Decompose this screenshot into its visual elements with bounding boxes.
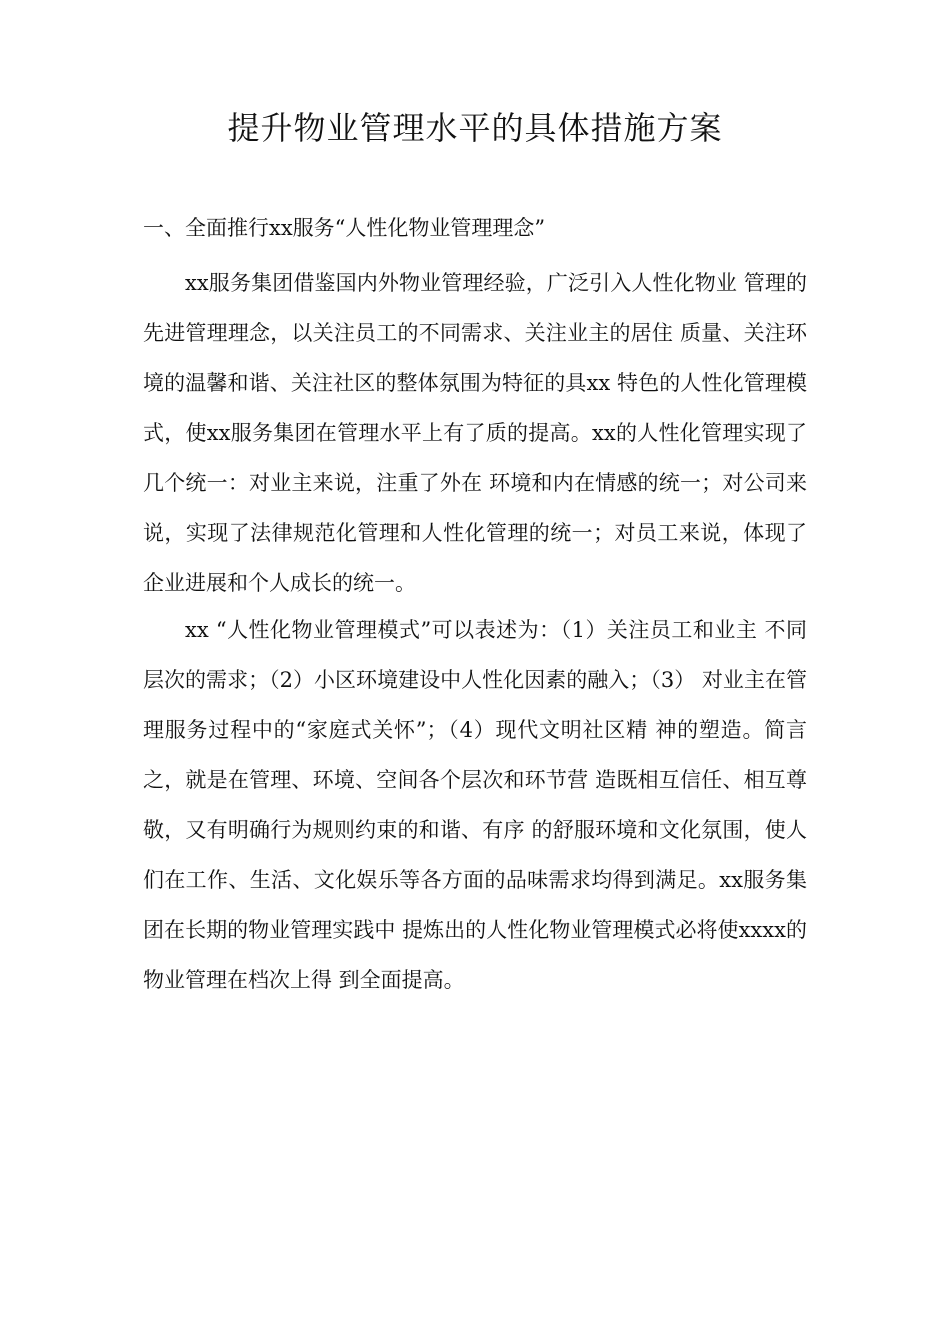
body-paragraph-2: xx “人性化物业管理模式”可以表述为：（1）关注员工和业主 不同层次的需求；（2）小区环境建设中人性化因素的融入；（3） 对业主在管理服务过程中的“家庭式关怀”；（4）现代文明社区精 神的塑造。简言之，就是在管理、环境、空间各个层次和环节营 造既相互信任、相互尊敬，又有明确行为规则约束的和谐、有序 的舒服环境和文化氛围，使人们在工作、生活、文化娱乐等各方面的品味需求均得到满足。xx服务集团在长期的物业管理实践中 提炼出的人性化物业管理模式必将使xxxx的物业管理在档次上得 到全面提高。 bbox=[143, 618, 807, 992]
section-heading: 一、全面推行xx服务“人性化物业管理理念” bbox=[143, 216, 546, 240]
document-title: 提升物业管理水平的具体措施方案 bbox=[227, 109, 723, 147]
body-paragraph-1: xx服务集团借鉴国内外物业管理经验，广泛引入人性化物业 管理的先进管理理念，以关注员工的不同需求、关注业主的居住 质量、关注环境的温馨和谐、关注社区的整体氛围为特征的具xx 特色的人性化管理模式，使xx服务集团在管理水平上有了质的提高。xx的人性化管理实现了几个统一：对业主来说，注重了外在 环境和内在情感的统一；对公司来说，实现了法律规范化管理和人性化管理的统一；对员工来说，体现了企业进展和个人成长的统一。 bbox=[143, 271, 807, 595]
